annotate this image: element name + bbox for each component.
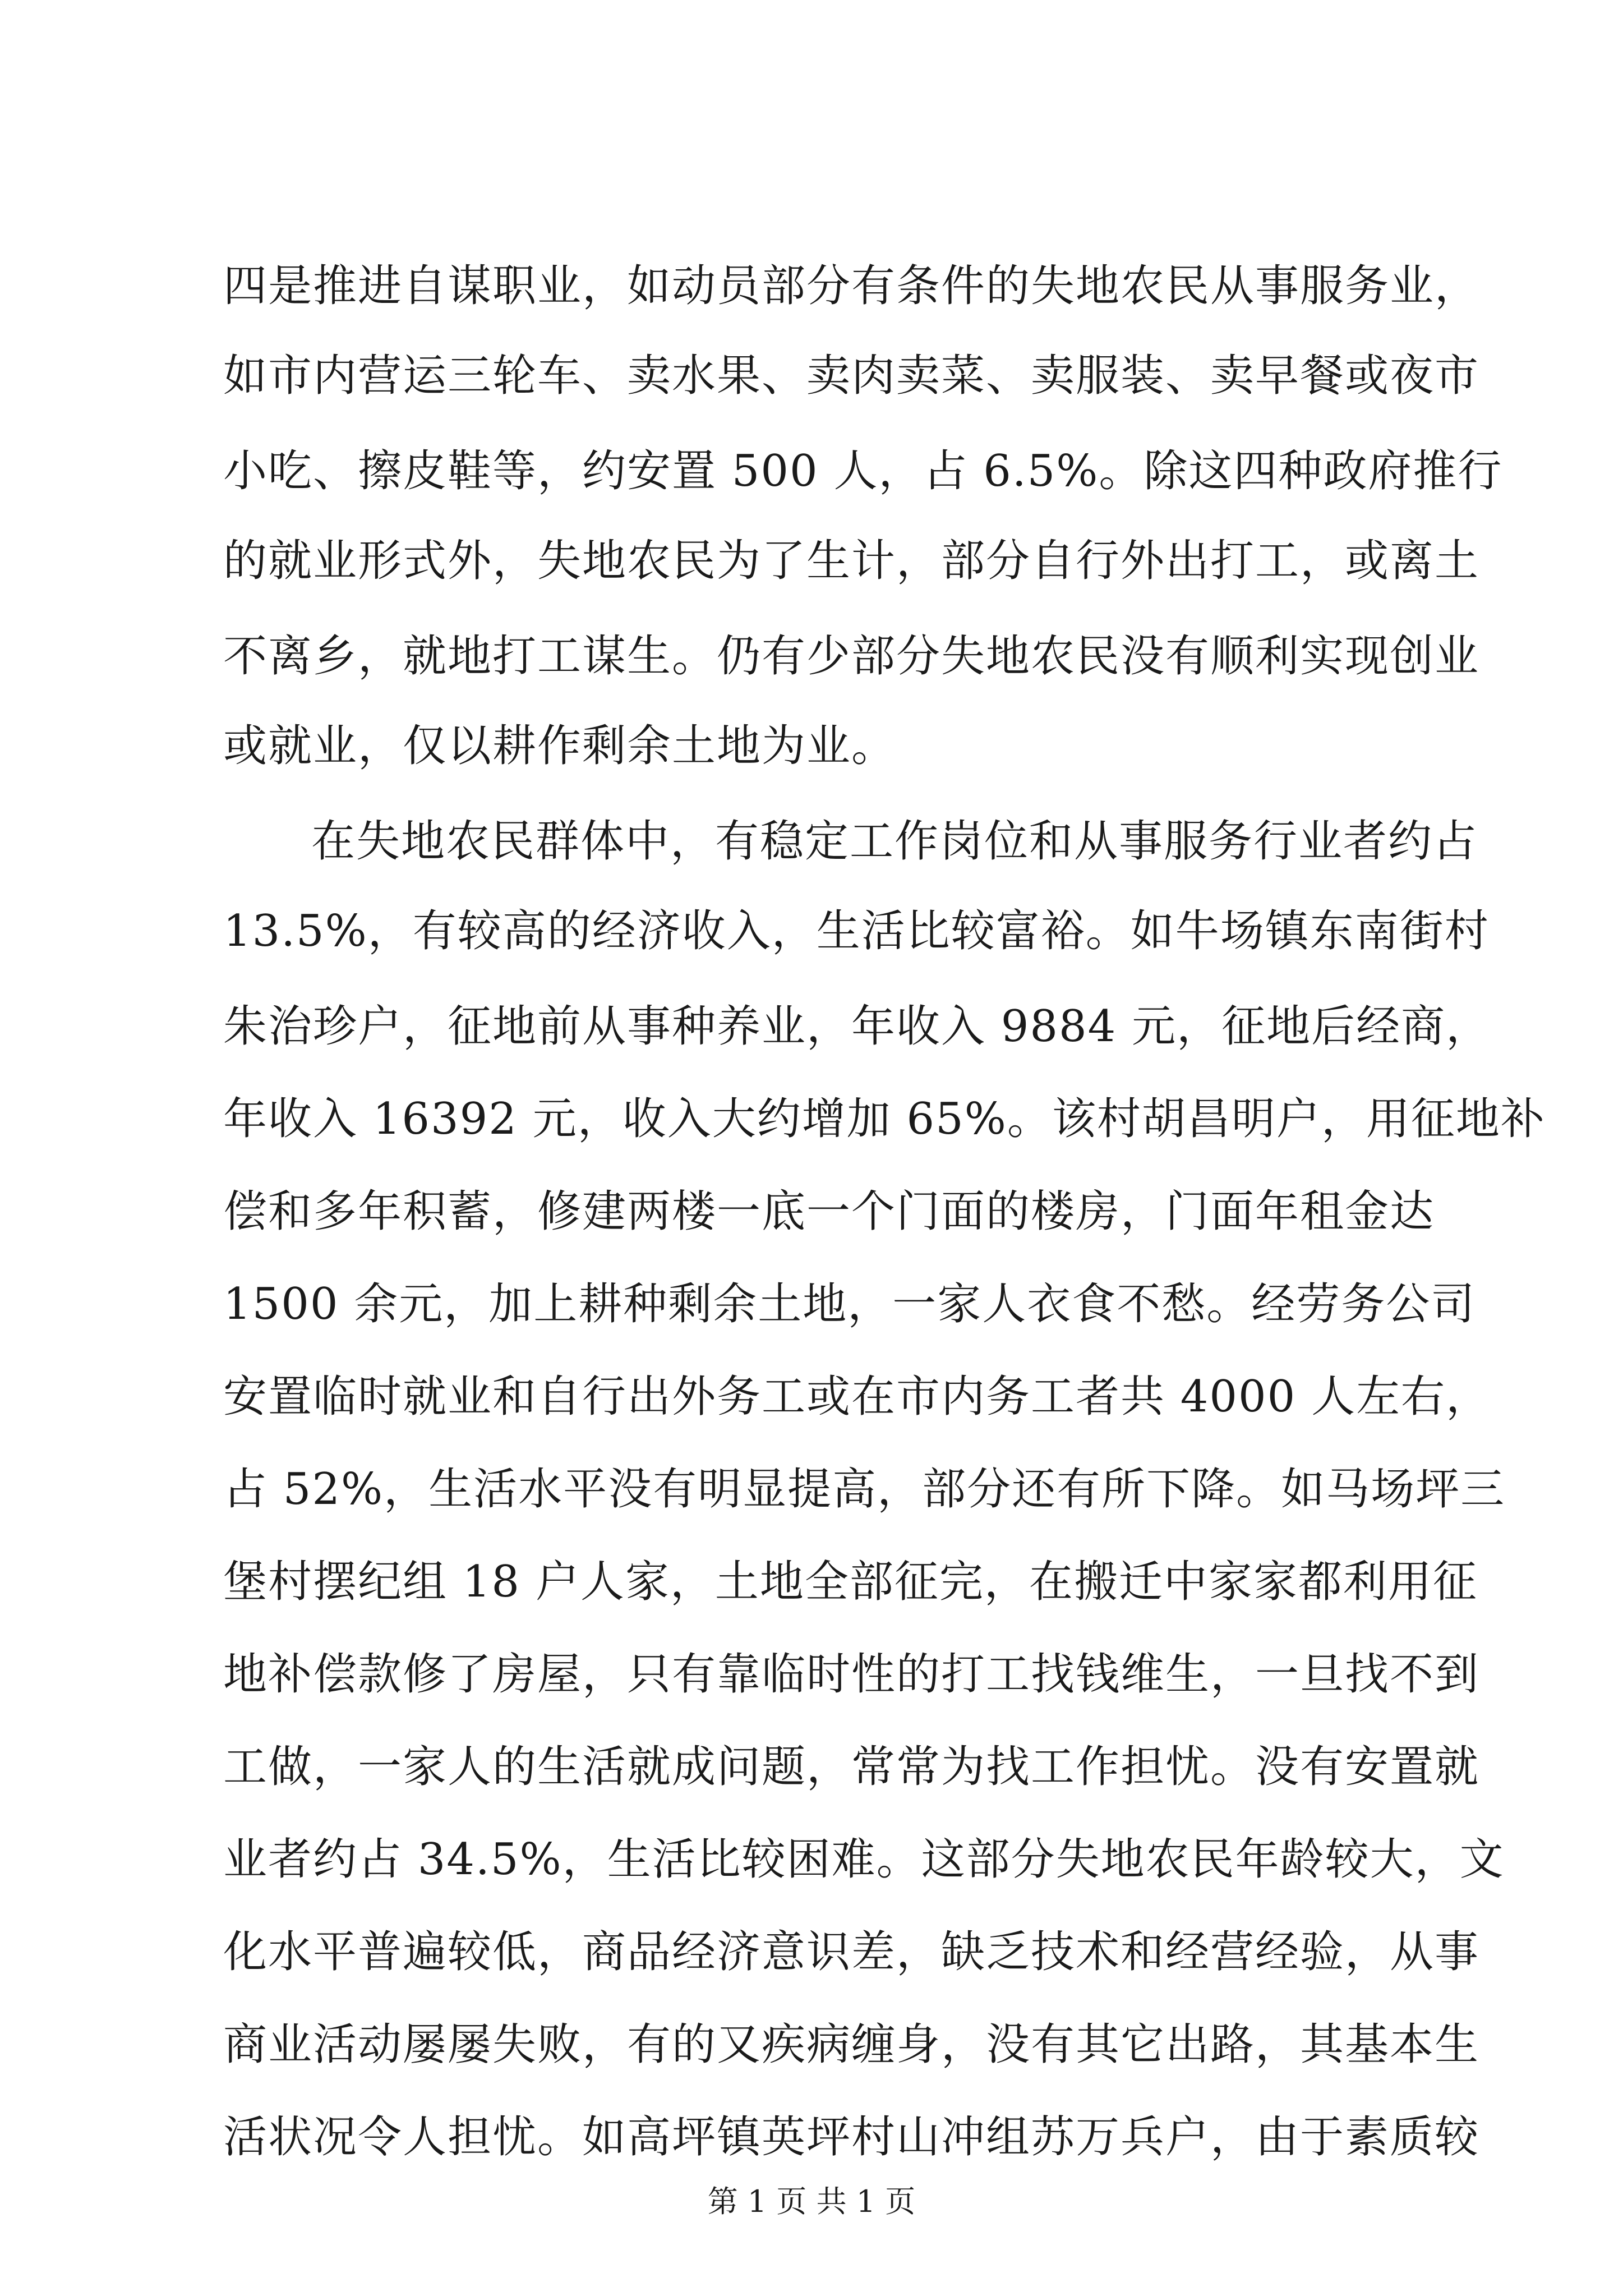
body-line: 如市内营运三轮车、卖水果、卖肉卖菜、卖服装、卖早餐或夜市 (223, 351, 1480, 401)
body-line: 朱治珍户，征地前从事种养业，年收入 9884 元，征地后经商， (223, 1001, 1491, 1052)
body-line: 占 52%，生活水平没有明显提高，部分还有所下降。如马场坪三 (223, 1464, 1506, 1515)
paragraph-first-line: 在失地农民群体中，有稳定工作岗位和从事服务行业者约占 (311, 816, 1478, 867)
body-line: 化水平普遍较低，商品经济意识差，缺乏技术和经营经验，从事 (223, 1927, 1480, 1977)
body-line: 的就业形式外，失地农民为了生计，部分自行外出打工，或离土 (223, 536, 1480, 586)
body-line: 13.5%，有较高的经济收入，生活比较富裕。如牛场镇东南街村 (223, 906, 1490, 956)
body-line: 商业活动屡屡失败，有的又疾病缠身，没有其它出路，其基本生 (223, 2019, 1480, 2070)
body-line: 1500 余元，加上耕种剩余土地，一家人衣食不愁。经劳务公司 (223, 1279, 1476, 1329)
body-line: 活状况令人担忧。如高坪镇英坪村山冲组苏万兵户，由于素质较 (223, 2112, 1480, 2162)
body-line: 业者约占 34.5%，生活比较困难。这部分失地农民年龄较大，文 (223, 1834, 1505, 1885)
body-line: 年收入 16392 元，收入大约增加 65%。该村胡昌明户，用征地补 (223, 1094, 1546, 1144)
body-line: 四是推进自谋职业，如动员部分有条件的失地农民从事服务业， (223, 261, 1480, 311)
body-line: 小吃、擦皮鞋等，约安置 500 人，占 6.5%。除这四种政府推行 (223, 446, 1503, 496)
body-line: 工做，一家人的生活就成问题，常常为找工作担忧。没有安置就 (223, 1742, 1480, 1792)
body-line: 不离乡，就地打工谋生。仍有少部分失地农民没有顺利实现创业 (223, 631, 1480, 682)
body-line: 或就业，仅以耕作剩余土地为业。 (223, 721, 897, 771)
body-line: 偿和多年积蓄，修建两楼一底一个门面的楼房，门面年租金达 (223, 1186, 1435, 1237)
body-line: 地补偿款修了房屋，只有靠临时性的打工找钱维生，一旦找不到 (223, 1649, 1480, 1700)
page-footer: 第 1 页 共 1 页 (707, 2184, 916, 2219)
body-line: 堡村摆纪组 18 户人家，土地全部征完，在搬迁中家家都利用征 (223, 1557, 1478, 1607)
body-line: 安置临时就业和自行出外务工或在市内务工者共 4000 人左右， (223, 1372, 1491, 1422)
